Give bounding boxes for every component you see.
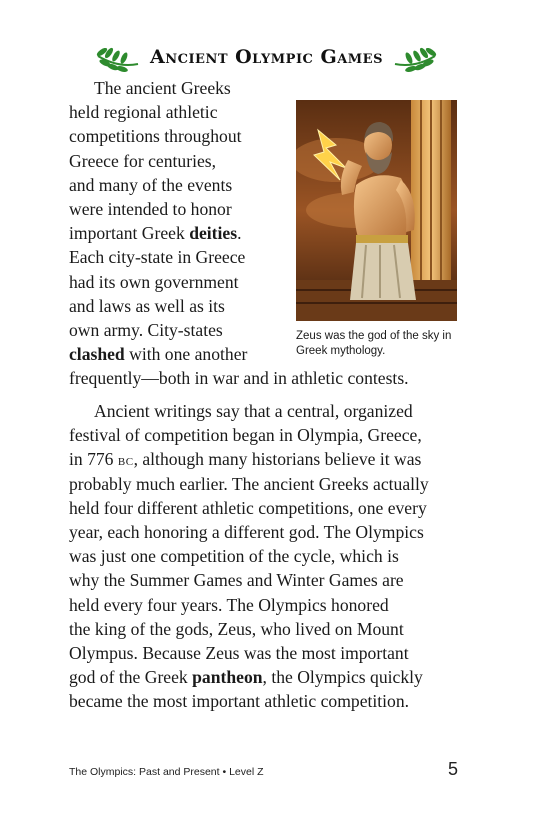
figure-caption [296,329,466,359]
zeus-figure [296,100,457,359]
text-line: and laws as well as its [69,295,225,316]
paragraph-two [69,399,469,713]
text-line: Each city-state in Greece [69,247,246,268]
text-line: the king of the gods, Zeus, who lived on Mount [69,618,404,639]
caption-line: Greek mythology. [296,345,386,357]
laurel-right-icon [393,42,439,72]
text-line: Olympus. Because Zeus was the most important [69,642,409,663]
text-line: was just one competition of the cycle, which is [69,546,399,567]
text-line: were intended to honor [69,198,232,219]
page-number: 5 [448,759,459,779]
era-abbreviation: BC [117,456,134,469]
text-line: The ancient Greeks [94,78,231,98]
text-line [69,665,469,689]
text-line: frequently—both in war and in athletic contests. [69,368,409,389]
text-line: festival of competition began in Olympia, Greece, [69,425,422,446]
text-line: year, each honoring a different god. The Olympics [69,521,424,542]
text-span: . [237,223,242,244]
text-line: and many of the events [69,174,233,195]
text-line: held regional athletic [69,102,218,123]
footer-book-title: The Olympics: Past and Present • Level Z [69,766,264,778]
text-line: held every four years. The Olympics honored [69,594,389,615]
text-span: , the Olympics quickly [262,667,423,688]
text-span: with one another [124,344,248,365]
chapter-header [0,38,533,76]
text-line [69,447,469,471]
text-span: , although many historians believe it was [133,449,422,470]
zeus-illustration [296,100,457,321]
vocab-term-clashed: clashed [69,344,125,365]
text-line: competitions throughout [69,126,242,147]
vocab-term-deities: deities [189,223,238,244]
text-line: became the most important athletic competition. [69,691,410,712]
vocab-term-pantheon: pantheon [192,667,263,688]
text-span: god of the Greek [69,667,193,688]
text-line: held four different athletic competitions, one every [69,497,427,518]
text-span: in 776 [69,449,118,470]
text-line: probably much earlier. The ancient Greeks actually [69,473,429,494]
text-span: important Greek [69,223,190,244]
text-line: why the Summer Games and Winter Games are [69,570,404,591]
text-line: Ancient writings say that a central, organized [94,401,413,421]
laurel-left-icon [94,42,140,72]
caption-line: Zeus was the god of the sky in [296,330,452,342]
text-line: Greece for centuries, [69,150,217,171]
page-title: Ancient Olympic Games [150,46,383,68]
text-line: had its own government [69,271,239,292]
text-line: own army. City-states [69,319,223,340]
